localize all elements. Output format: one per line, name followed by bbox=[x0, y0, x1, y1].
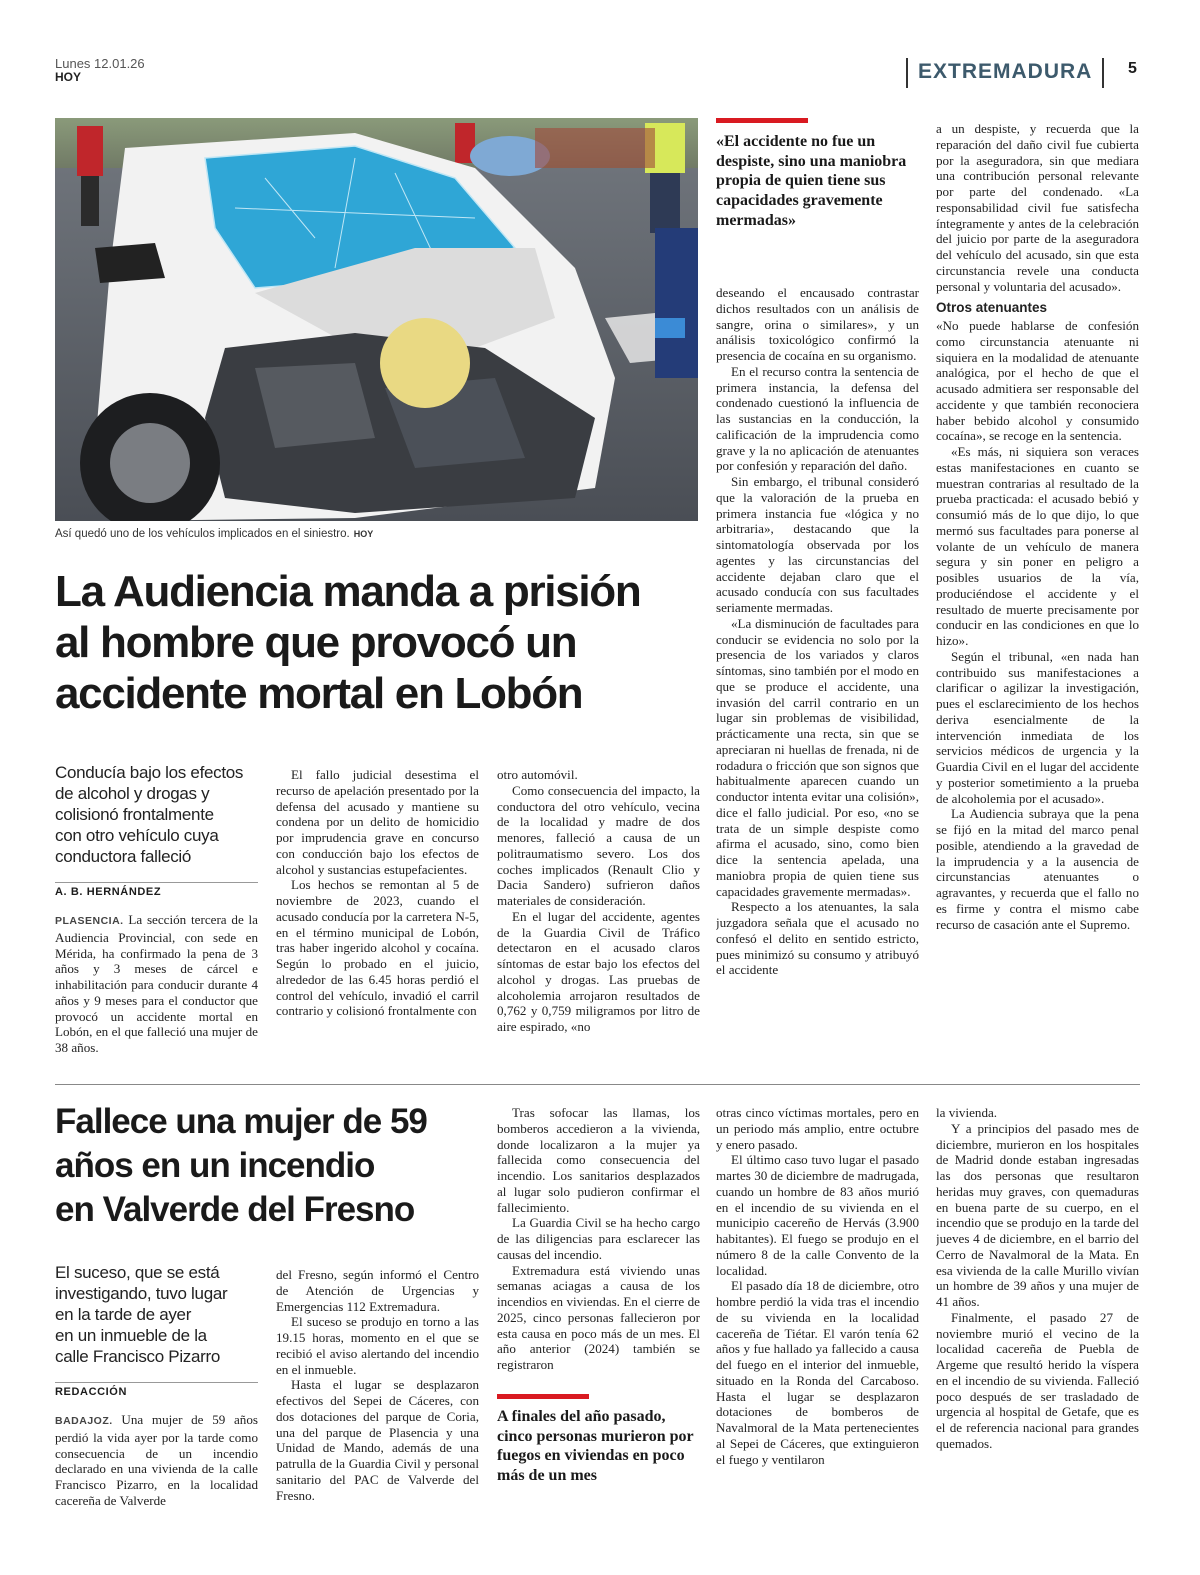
main-col5-p4: Según el tribunal, «en nada han contribuido sus manifestaciones a clarificar o agilizar la investigación, pues el esclarecimiento de los hechos deriva esencialmente de la intervención inmediata de los servicios médicos de urgencia y la Guardia Civil en el lugar del accidente y posterior sometimiento a la prueba de alcoholemia por el acusado». bbox=[936, 648, 1139, 806]
section-title: EXTREMADURA bbox=[906, 58, 1104, 88]
subtitle2-line-3: en la tarde de ayer bbox=[55, 1305, 192, 1324]
second-col2-p3: Hasta el lugar se desplazaron efectivos del Sepei de Cáceres, con dos dotaciones del parque de Coria, una del parque de Plasencia y una Unidad de Mando, además de una patrulla de la Guardia Civil y personal sanitario del PAC de Valverde del Fresno. bbox=[276, 1377, 479, 1503]
second-col2-p1: del Fresno, según informó el Centro de Atención de Urgencias y Emergencias 112 Extremadura. bbox=[276, 1267, 479, 1314]
subtitle-line-1: Conducía bajo los efectos bbox=[55, 763, 244, 782]
second-col4-p2: El último caso tuvo lugar el pasado martes 30 de diciembre de madrugada, cuando un hombre de 83 años murió en el incendio de su vivienda en el municipio cacereño de Hervás (3.900 habitantes). El fuego se produjo en el número 8 de la calle Convento de la localidad. bbox=[716, 1152, 919, 1278]
second-col5-p1: la vivienda. bbox=[936, 1105, 998, 1120]
subtitle-line-3: colisionó frontalmente bbox=[55, 805, 214, 824]
second-byline: REDACCIÓN bbox=[55, 1382, 258, 1398]
second-subtitle bbox=[55, 1262, 270, 1367]
second-col2-p2: El suceso se produjo en torno a las 19.15 horas, momento en el que se recibió el aviso alertando del incendio en el inmueble. bbox=[276, 1314, 479, 1377]
second-column-4 bbox=[716, 1105, 919, 1510]
main-col1-text: La sección tercera de la Audiencia Provincial, con sede en Mérida, ha confirmado la pena de 3 años y 3 meses de cárcel e inhabilitación para conducir durante 4 años y 9 meses para el conductor que provocó un accidente mortal en Lobón, en el que falleció una mujer de 38 años. bbox=[55, 912, 258, 1055]
second-pull-quote: A finales del año pasado, cinco personas murieron por fuegos en viviendas en poco más de un mes bbox=[497, 1408, 694, 1485]
subtitle-line-2: de alcohol y drogas y bbox=[55, 784, 210, 803]
dateline-2: BADAJOZ. bbox=[55, 1415, 113, 1427]
story-divider bbox=[55, 1084, 1140, 1085]
caption-credit: HOY bbox=[353, 529, 374, 539]
main-col4-p1: deseando el encausado contrastar dichos resultados con un análisis de sangre, orina o similares», y un análisis toxicológico confirmó la presencia de cocaína en su organismo. bbox=[716, 285, 919, 363]
main-subtitle bbox=[55, 762, 270, 867]
headline-line-2: al hombre que provocó un bbox=[55, 618, 577, 667]
headline2-line-1: Fallece una mujer de 59 bbox=[55, 1102, 427, 1141]
second-col5-p2: Y a principios del pasado mes de diciembre, murieron en los hospitales de Madrid donde estaban ingresadas las dos personas que resultaron heridas muy graves, con quemaduras en buena parte de su cuerpo, en el incendio que se produjo en la tarde del jueves 4 de diciembre, en el barrio del Cerro de Navalmoral de la Mata. En esa vivienda de la calle Murillo vivían un hombre de 39 años y una mujer de 41 años. bbox=[936, 1120, 1139, 1309]
subtitle2-line-4: en un inmueble de la bbox=[55, 1326, 207, 1345]
second-col5-p3: Finalmente, el pasado 27 de noviembre murió el vecino de la localidad cacereña de Puebla de Argeme que resultó herido la víspera en el incendio de su vivienda. Falleció poco después de ser trasladado de urgencia al hospital de Getafe, que es el de referencia nacional para grandes quemados. bbox=[936, 1309, 1139, 1451]
headline2-line-2: años en un incendio bbox=[55, 1146, 375, 1185]
quote2-accent-bar bbox=[497, 1394, 589, 1399]
main-col2-p2: Los hechos se remontan al 5 de noviembre de 2023, cuando el acusado conducía por la carretera N-5, en el término municipal de Lobón, tras haber ingerido alcohol y cocaína. Según lo probado en el juicio, alrededor de las 6.45 horas perdió el control del vehículo, invadió el carril contrario y colisionó frontalmente con bbox=[276, 877, 479, 1019]
main-column-1 bbox=[55, 912, 258, 1062]
publication-name: HOY bbox=[55, 70, 82, 84]
subtitle2-line-1: El suceso, que se está bbox=[55, 1263, 220, 1282]
second-col4-p3: El pasado día 18 de diciembre, otro hombre perdió la vida tras el incendio de su vivienda en la localidad cacereña de Tiétar. El varón tenía 62 años y fue hallado ya fallecido a causa del fuego en el interior del inmueble, situado en la Ronda del Carcaboso. Hasta el lugar se desplazaron dotaciones de bomberos de Navalmoral de la Mata pertenecientes al Sepei de Cáceres, que extinguieron el fuego y ventilaron bbox=[716, 1278, 919, 1467]
main-column-5 bbox=[936, 121, 1139, 1063]
main-col5-p3: «Es más, ni siquiera son veraces estas manifestaciones en cuanto se muestran contrarias al resultado de la prueba practicada: el acusado bebió y consumió más de lo que dijo, lo que mermó sus facultades para ponerse al volante de un vehículo de manera segura y sin poner en peligro a posibles usuarios de la vía, produciéndose el accidente y el resultado de muerte precisamente por conducir en las condiciones en que lo hizo». bbox=[936, 444, 1139, 648]
second-col4-p1: otras cinco víctimas mortales, pero en un periodo más amplio, entre octubre y enero pasado. bbox=[716, 1105, 919, 1152]
headline-line-1: La Audiencia manda a prisión bbox=[55, 567, 641, 616]
main-col3-p1: otro automóvil. bbox=[497, 767, 578, 782]
issue-date: Lunes 12.01.26 bbox=[55, 56, 145, 71]
second-col3-p2: La Guardia Civil se ha hecho cargo de las diligencias para esclarecer las causas del incendio. bbox=[497, 1215, 700, 1262]
crash-photo bbox=[55, 118, 698, 521]
page-number: 5 bbox=[1128, 60, 1137, 77]
main-pull-quote: «El accidente no fue un despiste, sino una maniobra propia de quien tiene sus capacidades gravemente mermadas» bbox=[716, 133, 907, 229]
second-column-3 bbox=[497, 1105, 700, 1380]
second-column-2 bbox=[276, 1267, 479, 1512]
subtitle-line-5: conductora falleció bbox=[55, 847, 192, 866]
second-col3-p3: Extremadura está viviendo unas semanas aciagas a causa de los incendios en viviendas. En el cierre de 2025, cinco personas fallecieron por esta causa en poco más de un mes. El año anterior (2024) también se registraron bbox=[497, 1262, 700, 1372]
subtitle-line-4: con otro vehículo cuya bbox=[55, 826, 219, 845]
main-col5-p1: a un despiste, y recuerda que la reparación del daño civil fue cubierta por la aseguradora, sin que mediara una contribución personal relevante por parte del condenado. «La responsabilidad civil fue satisfecha íntegramente y antes de la celebración del juicio por parte de la aseguradora del vehículo del acusado, sin que esta circunstancia revele una conducta personal y voluntaria del acusado». bbox=[936, 121, 1139, 294]
second-headline bbox=[55, 1100, 495, 1232]
main-column-2 bbox=[276, 767, 479, 1063]
main-col4-p5: Respecto a los atenuantes, la sala juzgadora señala que el acusado no confesó el delito en sentido estricto, pues minimizó su consumo y atribuyó el accidente bbox=[716, 899, 919, 978]
caption-text: Así quedó uno de los vehículos implicados en el siniestro. bbox=[55, 528, 350, 540]
second-column-1 bbox=[55, 1412, 258, 1512]
subtitle2-line-5: calle Francisco Pizarro bbox=[55, 1347, 221, 1366]
headline2-line-3: en Valverde del Fresno bbox=[55, 1190, 415, 1229]
main-col5-p2: «No puede hablarse de confesión como circunstancia atenuante ni siquiera en la modalidad de atenuante analógica, por el hecho de que el acusado admitiera ser responsable del accidente y que también reconociera haber bebido alcohol y consumido cocaína», se recoge en la sentencia. bbox=[936, 318, 1139, 444]
main-col3-p2: Como consecuencia del impacto, la conductora del otro vehículo, vecina de la localidad y madre de dos menores, falleció a causa de un politraumatismo severo. Los dos coches implicados (Renault Clio y Dacia Sandero) sufrieron daños materiales de consideración. bbox=[497, 782, 700, 908]
second-col3-p1: Tras sofocar las llamas, los bomberos accedieron a la vivienda, donde localizaron a la mujer ya fallecida como consecuencia del incendio. Los sanitarios desplazados al lugar solo pudieron confirmar el fallecimiento. bbox=[497, 1105, 700, 1215]
main-col3-p3: En el lugar del accidente, agentes de la Guardia Civil de Tráfico detectaron en el acusado claros síntomas de estar bajo los efectos del alcohol y drogas. Las pruebas de alcoholemia arrojaron resultados de 0,762 y 0,759 miligramos por litro de aire espirado, «no bbox=[497, 908, 700, 1034]
main-col5-p5: La Audiencia subraya que la pena se fijó en la mitad del marco penal posible, atendiendo a la gravedad de la imprudencia y a la ausencia de circunstancias atenuantes o agravantes, y recuerda que el fallo no es firme y contra el mismo cabe recurso de casación ante el Supremo. bbox=[936, 806, 1139, 932]
main-headline bbox=[55, 566, 715, 719]
headline-line-3: accidente mortal en Lobón bbox=[55, 669, 583, 718]
second-col1-text: Una mujer de 59 años perdió la vida ayer por la tarde como consecuencia de un incendio declarado en una vivienda de la calle Francisco Pizarro, en la localidad cacereña de Valverde bbox=[55, 1412, 258, 1508]
quote-accent-bar bbox=[716, 118, 808, 123]
main-col4-p3: Sin embargo, el tribunal consideró que la valoración de la prueba en primera instancia fue «lógica y no arbitraria», destacando que la sintomatología observada por los agentes y las circunstancias del accidente dejaban claro que el acusado conducía con sus facultades seriamente mermadas. bbox=[716, 474, 919, 615]
second-column-5 bbox=[936, 1105, 1139, 1510]
main-column-3 bbox=[497, 767, 700, 1063]
section-subhead: Otros atenuantes bbox=[936, 300, 1048, 316]
main-col2-p1: El fallo judicial desestima el recurso de apelación presentado por la defensa del acusado y mantiene su condena por un delito de homicidio por imprudencia grave en concurso con conducción bajo los efectos de alcohol y sustancias estupefacientes. bbox=[276, 767, 479, 877]
crashed-car-illustration bbox=[55, 118, 698, 521]
main-column-4 bbox=[716, 285, 919, 1063]
photo-caption bbox=[55, 528, 695, 540]
subtitle2-line-2: investigando, tuvo lugar bbox=[55, 1284, 228, 1303]
main-col4-p2: En el recurso contra la sentencia de primera instancia, la defensa del condenado cuestionó la influencia de las sustancias en la conducción, la calificación de la imprudencia como grave y la no aplicación de atenuantes por confesión y reparación del daño. bbox=[716, 363, 919, 474]
main-col4-p4: «La disminución de facultades para conducir se evidencia no solo por la presencia de los variados y claros síntomas, sino también por el modo en que se produce el accidente, una invasión del carril contrario en un lugar sin problemas de visibilidad, prácticamente una recta, sin que se apreciaran ni huellas de frenada, ni de rodadura o fricción que son signos que habitualmente aparecen cuando un conductor intenta evitar una colisión», dice el fallo judicial. Por eso, «no se trata de un simple despiste como afirma el acusado, sino, como bien dice la sentencia apelada, una maniobra propia de quien tiene sus capacidades gravemente mermadas». bbox=[716, 615, 919, 899]
dateline: PLASENCIA. bbox=[55, 915, 124, 927]
main-byline: A. B. HERNÁNDEZ bbox=[55, 882, 258, 898]
